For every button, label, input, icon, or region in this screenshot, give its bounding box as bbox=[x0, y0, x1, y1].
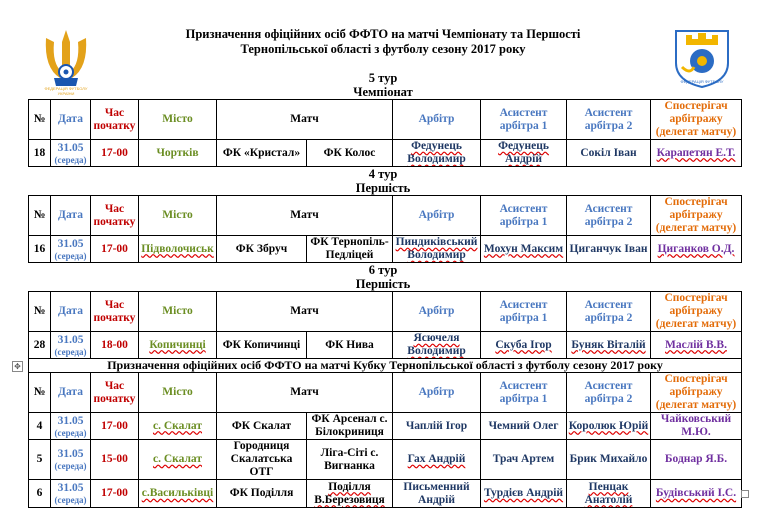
cup-row-assistant2 bbox=[567, 413, 651, 440]
cup-row-date bbox=[51, 440, 91, 480]
cup-row-time: 17-00 bbox=[91, 413, 139, 440]
row-home-team: ФК «Кристал» bbox=[217, 140, 307, 167]
cup-row-date bbox=[51, 413, 91, 440]
header-assistant1: Асистент арбітра 1 bbox=[481, 196, 567, 236]
row-assistant1 bbox=[481, 332, 567, 359]
assistant1-name: Турдієв Андрій bbox=[483, 487, 564, 499]
cup-row-assistant1 bbox=[481, 480, 567, 508]
row-assistant2 bbox=[567, 332, 651, 359]
header-referee: Арбітр bbox=[393, 196, 481, 236]
cup-row-observer: Чайковський М.Ю. bbox=[651, 413, 742, 440]
section-league: Першість bbox=[355, 181, 411, 195]
header-assistant2: Асистент арбітра 2 bbox=[567, 373, 651, 413]
header-assistant1: Асистент арбітра 1 bbox=[481, 100, 567, 140]
header-num: № bbox=[29, 373, 51, 413]
header-time: Час початку bbox=[91, 196, 139, 236]
logo-right-caption: ФЕДЕРАЦІЯ ФУТБОЛУ bbox=[680, 79, 724, 84]
date-value: 31.05 bbox=[57, 237, 84, 250]
cup-row-home-team bbox=[217, 413, 307, 440]
cup-row-away-team bbox=[307, 480, 393, 508]
cup-row-home-team: ФК Поділля bbox=[217, 480, 307, 508]
section-league: Чемпіонат bbox=[353, 85, 413, 99]
header-place: Місто bbox=[139, 292, 217, 332]
row-observer bbox=[651, 332, 742, 359]
date-value: 31.05 bbox=[57, 482, 84, 494]
row-num: 28 bbox=[29, 332, 51, 359]
day-value: (середа) bbox=[54, 154, 87, 165]
place-name: с. Скалат bbox=[152, 453, 202, 465]
cup-row-num: 6 bbox=[29, 480, 51, 508]
cup-schedule-table bbox=[28, 358, 742, 508]
day-value: (середа) bbox=[54, 427, 87, 438]
header-match: Матч bbox=[217, 373, 393, 413]
referee-name: Гах Андрій bbox=[407, 453, 466, 465]
cup-row-away-team: Ліга-Сіті с. Вигнанка bbox=[307, 440, 393, 480]
row-referee bbox=[393, 236, 481, 263]
section-round: 6 тур bbox=[368, 263, 398, 277]
row-referee bbox=[393, 140, 481, 167]
cup-row-home-team: Городниця Скалатська ОТГ bbox=[217, 440, 307, 480]
cup-row-date bbox=[51, 480, 91, 508]
row-observer bbox=[651, 140, 742, 167]
cup-row-assistant2 bbox=[567, 480, 651, 508]
row-referee bbox=[393, 332, 481, 359]
cup-row-num: 5 bbox=[29, 440, 51, 480]
row-assistant2: Циганчук Іван bbox=[567, 236, 651, 263]
header-observer: Спостерігач арбітражу (делегат матчу) bbox=[651, 373, 742, 413]
header-place: Місто bbox=[139, 100, 217, 140]
observer-name: Карапетян Е.Т. bbox=[656, 146, 736, 159]
header-date: Дата bbox=[51, 292, 91, 332]
row-date bbox=[51, 236, 91, 263]
cup-row-referee bbox=[393, 440, 481, 480]
referee-name: Федунець Володимир bbox=[407, 140, 466, 165]
page-title-line2: Тернопільської області з футболу сезону 2017 року bbox=[240, 42, 526, 56]
cup-row-away-team bbox=[307, 413, 393, 440]
header-place: Місто bbox=[139, 196, 217, 236]
schedule-table-1 bbox=[28, 99, 742, 167]
header-time: Час початку bbox=[91, 292, 139, 332]
cup-row-observer bbox=[651, 480, 742, 508]
row-assistant1 bbox=[481, 236, 567, 263]
header-assistant2: Асистент арбітра 2 bbox=[567, 100, 651, 140]
header-date: Дата bbox=[51, 196, 91, 236]
table-move-handle-icon[interactable]: ✥ bbox=[12, 361, 23, 372]
row-observer bbox=[651, 236, 742, 263]
cup-row-time: 17-00 bbox=[91, 480, 139, 508]
cup-row-place bbox=[139, 480, 217, 508]
referee-name: Пиндиківський Володимир bbox=[395, 236, 478, 261]
date-value: 31.05 bbox=[57, 333, 84, 346]
header-referee: Арбітр bbox=[393, 373, 481, 413]
section-round: 5 тур bbox=[368, 71, 398, 85]
row-away-team: ФК Нива bbox=[307, 332, 393, 359]
header-referee: Арбітр bbox=[393, 100, 481, 140]
header-num: № bbox=[29, 100, 51, 140]
assistant1-name: Федунець Андрій bbox=[498, 140, 549, 165]
row-away-team: ФК Колос bbox=[307, 140, 393, 167]
schedule-table-3 bbox=[28, 291, 742, 359]
logo-left-caption: ФЕДЕРАЦІЯ ФУТБОЛУ УКРАЇНИ bbox=[44, 86, 88, 96]
away-team-name: ФК Тернопіль-Педліцей bbox=[310, 236, 389, 261]
row-home-team: ФК Збруч bbox=[217, 236, 307, 263]
home-team-name: ФК Скалат bbox=[231, 419, 292, 432]
assistant2-name: Буняк Віталій bbox=[571, 338, 646, 351]
place-name: с. Скалат bbox=[152, 419, 202, 432]
header-match: Матч bbox=[217, 292, 393, 332]
observer-name: Циганков О.Д. bbox=[657, 242, 735, 255]
date-value: 31.05 bbox=[57, 414, 84, 427]
header-time: Час початку bbox=[91, 100, 139, 140]
header-assistant2: Асистент арбітра 2 bbox=[567, 292, 651, 332]
day-value: (середа) bbox=[54, 461, 87, 471]
cup-row-referee: Письменний Андрій bbox=[393, 480, 481, 508]
cup-row-place bbox=[139, 413, 217, 440]
row-away-team bbox=[307, 236, 393, 263]
section-round: 4 тур bbox=[368, 167, 398, 181]
row-home-team: ФК Копичинці bbox=[217, 332, 307, 359]
observer-name: Маслій В.В. bbox=[665, 338, 727, 351]
date-value: 31.05 bbox=[57, 448, 84, 460]
row-assistant2: Сокіл Іван bbox=[567, 140, 651, 167]
day-value: (середа) bbox=[54, 495, 87, 505]
observer-name: Будівський І.С. bbox=[655, 487, 737, 499]
referee-name: Ясючеля Володимир bbox=[407, 332, 466, 357]
date-value: 31.05 bbox=[57, 141, 84, 154]
cup-title: Призначення офіційних осіб ФФТО на матчі Кубку Тернопільської області з футболу сезону 2017 року bbox=[29, 359, 742, 373]
cup-row-assistant1: Чемний Олег bbox=[481, 413, 567, 440]
day-value: (середа) bbox=[54, 346, 87, 357]
header-place: Місто bbox=[139, 373, 217, 413]
away-team-name: Поділля В.Березовиця bbox=[314, 480, 385, 506]
cup-row-num: 4 bbox=[29, 413, 51, 440]
header-match: Матч bbox=[217, 196, 393, 236]
header-observer: Спостерігач арбітражу (делегат матчу) bbox=[651, 196, 742, 236]
table-resize-handle[interactable] bbox=[741, 490, 749, 498]
assistant1-name: Мохун Максим bbox=[483, 242, 564, 255]
cup-row-observer: Боднар Я.Б. bbox=[651, 440, 742, 480]
schedule-table-2 bbox=[28, 195, 742, 263]
page-title-line1: Призначення офіційних осіб ФФТО на матчі Чемпіонату та Першості bbox=[185, 27, 581, 41]
row-place: Чортків bbox=[139, 140, 217, 167]
assistant1-name: Скуба Ігор bbox=[495, 338, 552, 351]
header-observer: Спостерігач арбітражу (делегат матчу) bbox=[651, 100, 742, 140]
cup-row-assistant1: Трач Артем bbox=[481, 440, 567, 480]
place-name: с.Васильківці bbox=[141, 487, 214, 499]
header-assistant2: Асистент арбітра 2 bbox=[567, 196, 651, 236]
away-team-name: ФК Арсенал с. Білокриниця bbox=[311, 413, 388, 438]
place-name: Копичинці bbox=[149, 338, 206, 351]
cup-row-referee: Чаплій Ігор bbox=[393, 413, 481, 440]
row-date bbox=[51, 140, 91, 167]
row-num: 18 bbox=[29, 140, 51, 167]
row-time: 17-00 bbox=[91, 140, 139, 167]
assistant2-name: Королюк Юрій bbox=[568, 419, 649, 432]
day-value: (середа) bbox=[54, 250, 87, 261]
header-date: Дата bbox=[51, 373, 91, 413]
header-date: Дата bbox=[51, 100, 91, 140]
row-place bbox=[139, 332, 217, 359]
row-time: 17-00 bbox=[91, 236, 139, 263]
row-num: 16 bbox=[29, 236, 51, 263]
cup-row-time: 15-00 bbox=[91, 440, 139, 480]
row-time: 18-00 bbox=[91, 332, 139, 359]
header-match: Матч bbox=[217, 100, 393, 140]
place-name: Підволочиськ bbox=[141, 242, 214, 255]
header-assistant1: Асистент арбітра 1 bbox=[481, 292, 567, 332]
header-observer: Спостерігач арбітражу (делегат матчу) bbox=[651, 292, 742, 332]
header-time: Час початку bbox=[91, 373, 139, 413]
row-place bbox=[139, 236, 217, 263]
header-num: № bbox=[29, 196, 51, 236]
row-assistant1 bbox=[481, 140, 567, 167]
header-num: № bbox=[29, 292, 51, 332]
header-assistant1: Асистент арбітра 1 bbox=[481, 373, 567, 413]
section-league: Першість bbox=[355, 277, 411, 291]
cup-row-assistant2: Брик Михайло bbox=[567, 440, 651, 480]
header-referee: Арбітр bbox=[393, 292, 481, 332]
row-date bbox=[51, 332, 91, 359]
assistant2-name: Пенцак Анатолій bbox=[584, 480, 633, 506]
cup-row-place bbox=[139, 440, 217, 480]
